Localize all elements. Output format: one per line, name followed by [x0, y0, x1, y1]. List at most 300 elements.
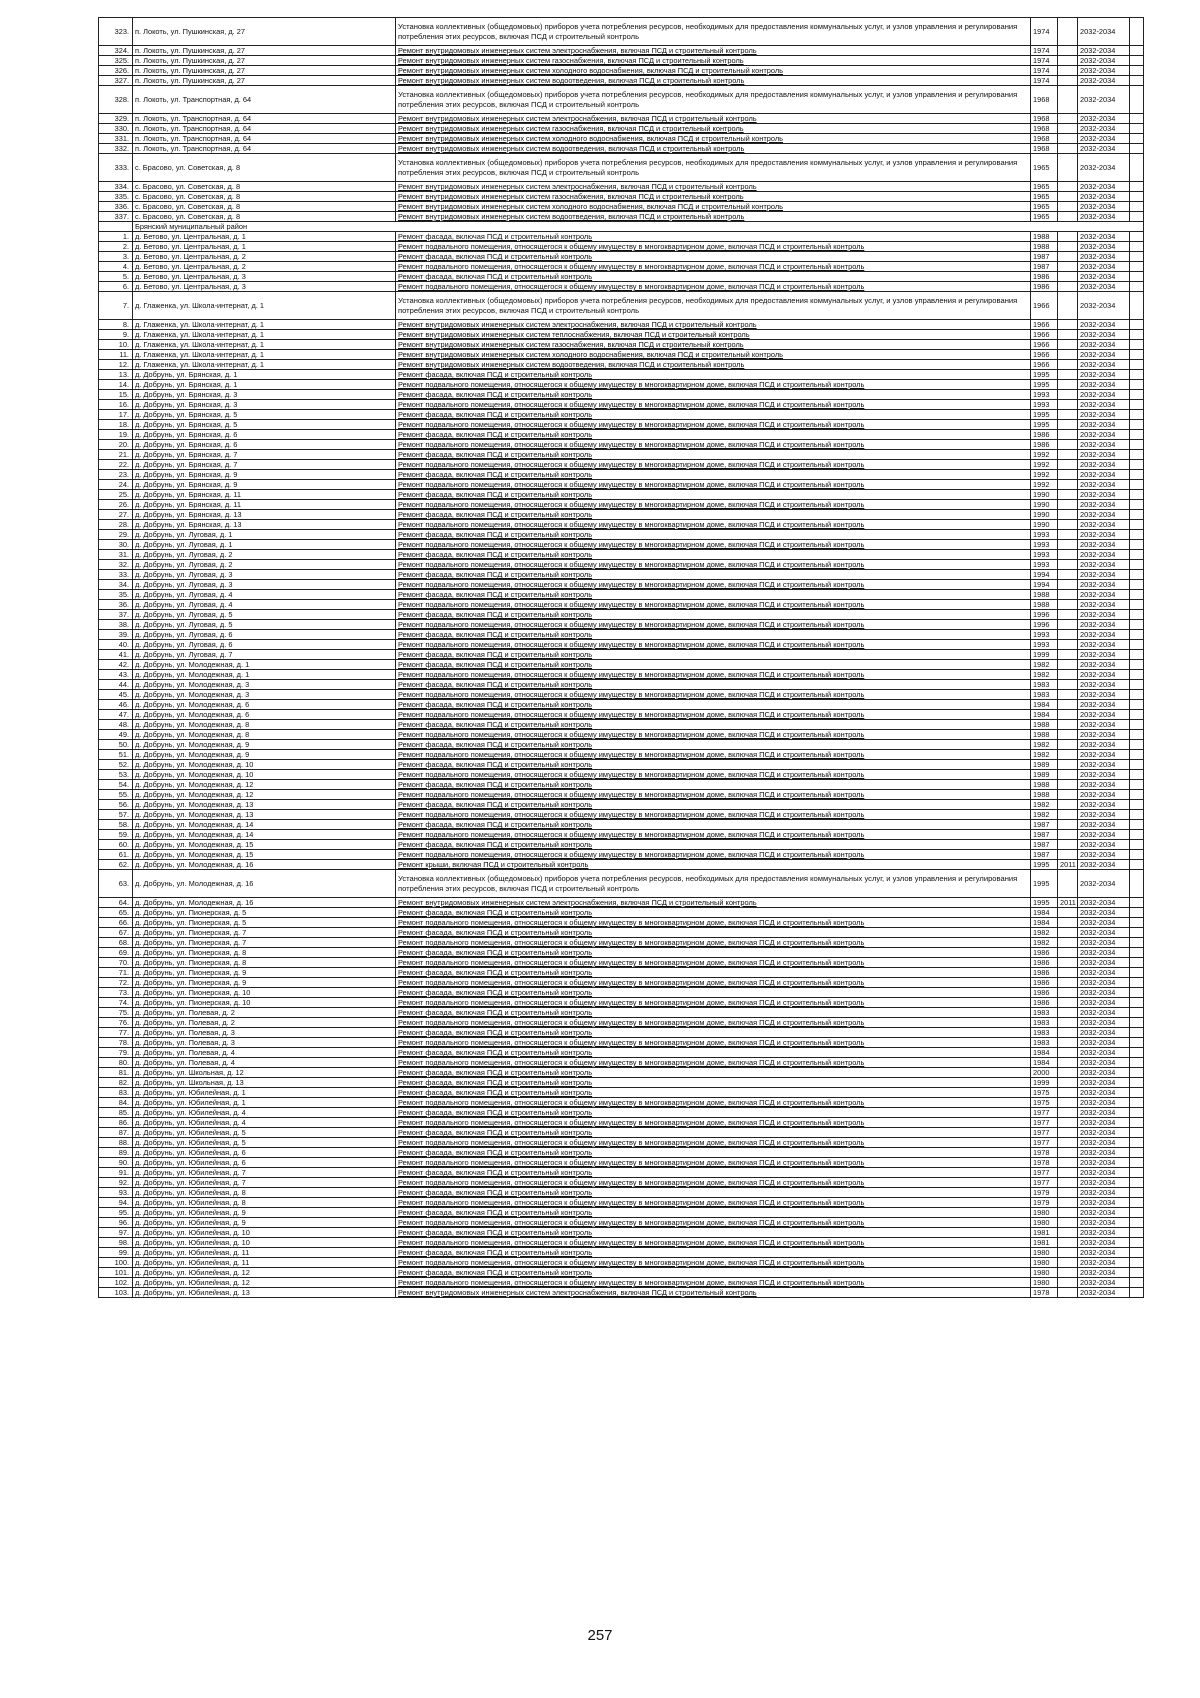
table-row: [99, 958, 1144, 968]
address-cell: д. Добрунь, ул. Брянская, д. 11: [133, 490, 396, 500]
table-row: [99, 660, 1144, 670]
last-repair-year-cell: [1058, 530, 1078, 540]
row-number: 87.: [99, 1128, 133, 1138]
work-type-cell: Ремонт подвального помещения, относящегося к общему имуществу в многоквартирном доме, включая ПСД и строительный контроль: [396, 998, 1031, 1008]
planned-period-cell: 2032-2034: [1078, 770, 1130, 780]
last-repair-year-cell: [1058, 988, 1078, 998]
planned-period-cell: 2032-2034: [1078, 610, 1130, 620]
planned-period-cell: 2032-2034: [1078, 730, 1130, 740]
address-cell: д. Добрунь, ул. Школьная, д. 12: [133, 1068, 396, 1078]
last-repair-year-cell: [1058, 810, 1078, 820]
table-row: [99, 460, 1144, 470]
build-year-cell: 1981: [1031, 1238, 1058, 1248]
row-number: 20.: [99, 440, 133, 450]
address-cell: д. Добрунь, ул. Полевая, д. 4: [133, 1048, 396, 1058]
work-type-cell: Ремонт фасада, включая ПСД и строительный контроль: [396, 530, 1031, 540]
last-repair-year-cell: [1058, 510, 1078, 520]
last-repair-year-cell: [1058, 390, 1078, 400]
row-number: 57.: [99, 810, 133, 820]
last-repair-year-cell: [1058, 610, 1078, 620]
last-repair-year-cell: [1058, 998, 1078, 1008]
extra-cell: [1130, 1198, 1144, 1208]
build-year-cell: 1994: [1031, 580, 1058, 590]
table-row: [99, 1208, 1144, 1218]
build-year-cell: 1974: [1031, 56, 1058, 66]
planned-period-cell: 2032-2034: [1078, 212, 1130, 222]
extra-cell: [1130, 1128, 1144, 1138]
work-type-cell: Ремонт фасада, включая ПСД и строительный контроль: [396, 590, 1031, 600]
row-number: 100.: [99, 1258, 133, 1268]
address-cell: д. Добрунь, ул. Юбилейная, д. 4: [133, 1118, 396, 1128]
row-number: 93.: [99, 1188, 133, 1198]
build-year-cell: 1974: [1031, 66, 1058, 76]
work-type-cell: Ремонт фасада, включая ПСД и строительный контроль: [396, 510, 1031, 520]
row-number: 9.: [99, 330, 133, 340]
build-year-cell: 1993: [1031, 640, 1058, 650]
planned-period-cell: 2032-2034: [1078, 800, 1130, 810]
extra-cell: [1130, 1028, 1144, 1038]
build-year-cell: 1984: [1031, 1048, 1058, 1058]
work-type-cell: Ремонт фасада, включая ПСД и строительный контроль: [396, 570, 1031, 580]
planned-period-cell: 2032-2034: [1078, 958, 1130, 968]
table-row: [99, 1068, 1144, 1078]
row-number: 83.: [99, 1088, 133, 1098]
address-cell: д. Добрунь, ул. Луговая, д. 4: [133, 590, 396, 600]
planned-period-cell: 2032-2034: [1078, 1218, 1130, 1228]
table-body-bryansk-district: [99, 232, 1144, 1298]
build-year-cell: 1975: [1031, 1098, 1058, 1108]
address-cell: д. Добрунь, ул. Брянская, д. 9: [133, 480, 396, 490]
planned-period-cell: 2032-2034: [1078, 550, 1130, 560]
table-row: [99, 530, 1144, 540]
address-cell: д. Добрунь, ул. Юбилейная, д. 9: [133, 1208, 396, 1218]
address-cell: д. Добрунь, ул. Молодежная, д. 3: [133, 690, 396, 700]
last-repair-year-cell: [1058, 1078, 1078, 1088]
planned-period-cell: 2032-2034: [1078, 650, 1130, 660]
build-year-cell: 1992: [1031, 470, 1058, 480]
table-row: [99, 114, 1144, 124]
build-year-cell: 1966: [1031, 340, 1058, 350]
table-row: [99, 850, 1144, 860]
last-repair-year-cell: [1058, 720, 1078, 730]
planned-period-cell: 2032-2034: [1078, 1108, 1130, 1118]
row-number: 89.: [99, 1148, 133, 1158]
build-year-cell: 1990: [1031, 500, 1058, 510]
build-year-cell: 1974: [1031, 18, 1058, 46]
row-number: 91.: [99, 1168, 133, 1178]
extra-cell: [1130, 1098, 1144, 1108]
row-number: 103.: [99, 1288, 133, 1298]
table-row: [99, 1178, 1144, 1188]
address-cell: д. Добрунь, ул. Брянская, д. 5: [133, 420, 396, 430]
row-number: 88.: [99, 1138, 133, 1148]
row-number: 8.: [99, 320, 133, 330]
table-row: [99, 1228, 1144, 1238]
address-cell: д. Добрунь, ул. Луговая, д. 1: [133, 530, 396, 540]
row-number: 328.: [99, 86, 133, 114]
address-cell: д. Добрунь, ул. Молодежная, д. 16: [133, 898, 396, 908]
row-number: 62.: [99, 860, 133, 870]
last-repair-year-cell: [1058, 212, 1078, 222]
address-cell: д. Добрунь, ул. Брянская, д. 11: [133, 500, 396, 510]
table-row: [99, 1168, 1144, 1178]
table-row: [99, 124, 1144, 134]
row-number: 58.: [99, 820, 133, 830]
last-repair-year-cell: [1058, 262, 1078, 272]
last-repair-year-cell: [1058, 760, 1078, 770]
table-row: [99, 1278, 1144, 1288]
extra-cell: [1130, 1108, 1144, 1118]
build-year-cell: 1983: [1031, 690, 1058, 700]
table-row: [99, 520, 1144, 530]
extra-cell: [1130, 710, 1144, 720]
table-row: [99, 550, 1144, 560]
row-number: 336.: [99, 202, 133, 212]
work-type-cell: Ремонт подвального помещения, относящегося к общему имуществу в многоквартирном доме, включая ПСД и строительный контроль: [396, 1178, 1031, 1188]
planned-period-cell: 2032-2034: [1078, 1278, 1130, 1288]
last-repair-year-cell: [1058, 272, 1078, 282]
last-repair-year-cell: [1058, 430, 1078, 440]
build-year-cell: 1988: [1031, 730, 1058, 740]
build-year-cell: 1987: [1031, 840, 1058, 850]
row-number: 46.: [99, 700, 133, 710]
planned-period-cell: 2032-2034: [1078, 1188, 1130, 1198]
last-repair-year-cell: [1058, 800, 1078, 810]
planned-period-cell: 2032-2034: [1078, 360, 1130, 370]
build-year-cell: 1984: [1031, 1058, 1058, 1068]
address-cell: д. Добрунь, ул. Луговая, д. 1: [133, 540, 396, 550]
last-repair-year-cell: [1058, 1098, 1078, 1108]
table-row: [99, 908, 1144, 918]
last-repair-year-cell: [1058, 480, 1078, 490]
last-repair-year-cell: [1058, 410, 1078, 420]
work-type-cell: Ремонт фасада, включая ПСД и строительный контроль: [396, 1148, 1031, 1158]
address-cell: д. Добрунь, ул. Пионерская, д. 7: [133, 938, 396, 948]
work-type-cell: Ремонт подвального помещения, относящегося к общему имуществу в многоквартирном доме, включая ПСД и строительный контроль: [396, 958, 1031, 968]
table-row: [99, 620, 1144, 630]
work-type-cell: Ремонт внутридомовых инженерных систем электроснабжения, включая ПСД и строительный контроль: [396, 114, 1031, 124]
extra-cell: [1130, 114, 1144, 124]
last-repair-year-cell: [1058, 770, 1078, 780]
work-type-cell: Ремонт фасада, включая ПСД и строительный контроль: [396, 1028, 1031, 1038]
build-year-cell: 1995: [1031, 410, 1058, 420]
last-repair-year-cell: [1058, 1138, 1078, 1148]
extra-cell: [1130, 340, 1144, 350]
address-cell: д. Добрунь, ул. Молодежная, д. 15: [133, 850, 396, 860]
work-type-cell: Ремонт внутридомовых инженерных систем холодного водоснабжения, включая ПСД и строительный контроль: [396, 134, 1031, 144]
planned-period-cell: 2032-2034: [1078, 540, 1130, 550]
work-type-cell: Ремонт подвального помещения, относящегося к общему имуществу в многоквартирном доме, включая ПСД и строительный контроль: [396, 690, 1031, 700]
table-row: [99, 1138, 1144, 1148]
work-type-cell: Ремонт подвального помещения, относящегося к общему имуществу в многоквартирном доме, включая ПСД и строительный контроль: [396, 810, 1031, 820]
address-cell: д. Добрунь, ул. Юбилейная, д. 7: [133, 1178, 396, 1188]
address-cell: д. Добрунь, ул. Юбилейная, д. 11: [133, 1258, 396, 1268]
work-type-cell: Ремонт фасада, включая ПСД и строительный контроль: [396, 430, 1031, 440]
planned-period-cell: 2032-2034: [1078, 1088, 1130, 1098]
row-number: 332.: [99, 144, 133, 154]
planned-period-cell: 2032-2034: [1078, 192, 1130, 202]
last-repair-year-cell: [1058, 630, 1078, 640]
row-number: 22.: [99, 460, 133, 470]
last-repair-year-cell: [1058, 570, 1078, 580]
address-cell: д. Добрунь, ул. Пионерская, д. 10: [133, 998, 396, 1008]
extra-cell: [1130, 1068, 1144, 1078]
table-row: [99, 998, 1144, 1008]
build-year-cell: 1979: [1031, 1198, 1058, 1208]
planned-period-cell: 2032-2034: [1078, 1208, 1130, 1218]
address-cell: д. Добрунь, ул. Молодежная, д. 6: [133, 710, 396, 720]
row-number: 90.: [99, 1158, 133, 1168]
extra-cell: [1130, 440, 1144, 450]
last-repair-year-cell: [1058, 590, 1078, 600]
work-type-cell: Ремонт внутридомовых инженерных систем водоотведения, включая ПСД и строительный контроль: [396, 360, 1031, 370]
extra-cell: [1130, 192, 1144, 202]
last-repair-year-cell: [1058, 780, 1078, 790]
table-row: [99, 340, 1144, 350]
row-number: 6.: [99, 282, 133, 292]
row-number: 31.: [99, 550, 133, 560]
table-row: [99, 790, 1144, 800]
table-row: [99, 928, 1144, 938]
planned-period-cell: 2032-2034: [1078, 124, 1130, 134]
extra-cell: [1130, 76, 1144, 86]
address-cell: д. Добрунь, ул. Луговая, д. 3: [133, 580, 396, 590]
planned-period-cell: 2032-2034: [1078, 898, 1130, 908]
build-year-cell: 1986: [1031, 988, 1058, 998]
planned-period-cell: 2032-2034: [1078, 520, 1130, 530]
address-cell: д. Добрунь, ул. Брянская, д. 7: [133, 460, 396, 470]
work-type-cell: Ремонт фасада, включая ПСД и строительный контроль: [396, 1168, 1031, 1178]
build-year-cell: 1982: [1031, 670, 1058, 680]
build-year-cell: 1977: [1031, 1108, 1058, 1118]
table-row: [99, 470, 1144, 480]
work-type-cell: Ремонт подвального помещения, относящегося к общему имуществу в многоквартирном доме, включая ПСД и строительный контроль: [396, 830, 1031, 840]
work-type-cell: Ремонт внутридомовых инженерных систем холодного водоснабжения, включая ПСД и строительный контроль: [396, 350, 1031, 360]
row-number: 16.: [99, 400, 133, 410]
row-number: 67.: [99, 928, 133, 938]
extra-cell: [1130, 1138, 1144, 1148]
address-cell: д. Добрунь, ул. Пионерская, д. 8: [133, 948, 396, 958]
build-year-cell: 1984: [1031, 710, 1058, 720]
table-row: [99, 720, 1144, 730]
address-cell: д. Добрунь, ул. Молодежная, д. 14: [133, 820, 396, 830]
extra-cell: [1130, 1288, 1144, 1298]
work-type-cell: Ремонт фасада, включая ПСД и строительный контроль: [396, 700, 1031, 710]
extra-cell: [1130, 46, 1144, 56]
work-type-cell: Ремонт фасада, включая ПСД и строительный контроль: [396, 1068, 1031, 1078]
planned-period-cell: 2032-2034: [1078, 1238, 1130, 1248]
work-type-cell: Ремонт внутридомовых инженерных систем электроснабжения, включая ПСД и строительный контроль: [396, 182, 1031, 192]
work-type-cell: Ремонт внутридомовых инженерных систем электроснабжения, включая ПСД и строительный контроль: [396, 1288, 1031, 1298]
row-number: 333.: [99, 154, 133, 182]
planned-period-cell: 2032-2034: [1078, 948, 1130, 958]
last-repair-year-cell: [1058, 202, 1078, 212]
row-number: 97.: [99, 1228, 133, 1238]
last-repair-year-cell: [1058, 144, 1078, 154]
work-type-cell: Ремонт подвального помещения, относящегося к общему имуществу в многоквартирном доме, включая ПСД и строительный контроль: [396, 1098, 1031, 1108]
address-cell: д. Добрунь, ул. Брянская, д. 13: [133, 510, 396, 520]
build-year-cell: 1983: [1031, 680, 1058, 690]
extra-cell: [1130, 1078, 1144, 1088]
last-repair-year-cell: [1058, 66, 1078, 76]
extra-cell: [1130, 1228, 1144, 1238]
work-type-cell: Ремонт фасада, включая ПСД и строительный контроль: [396, 232, 1031, 242]
extra-cell: [1130, 202, 1144, 212]
row-number: 18.: [99, 420, 133, 430]
table-row: [99, 1128, 1144, 1138]
last-repair-year-cell: [1058, 550, 1078, 560]
address-cell: д. Бетово, ул. Центральная, д. 2: [133, 252, 396, 262]
work-type-cell: Ремонт подвального помещения, относящегося к общему имуществу в многоквартирном доме, включая ПСД и строительный контроль: [396, 480, 1031, 490]
last-repair-year-cell: [1058, 1068, 1078, 1078]
work-type-cell: Ремонт подвального помещения, относящегося к общему имуществу в многоквартирном доме, включая ПСД и строительный контроль: [396, 540, 1031, 550]
row-number: 40.: [99, 640, 133, 650]
planned-period-cell: 2032-2034: [1078, 1118, 1130, 1128]
extra-cell: [1130, 380, 1144, 390]
build-year-cell: 1980: [1031, 1218, 1058, 1228]
planned-period-cell: 2032-2034: [1078, 114, 1130, 124]
planned-period-cell: 2032-2034: [1078, 560, 1130, 570]
extra-cell: [1130, 1238, 1144, 1248]
address-cell: д. Бетово, ул. Центральная, д. 1: [133, 242, 396, 252]
work-type-cell: Ремонт фасада, включая ПСД и строительный контроль: [396, 680, 1031, 690]
build-year-cell: 1968: [1031, 144, 1058, 154]
work-type-cell: Ремонт подвального помещения, относящегося к общему имуществу в многоквартирном доме, включая ПСД и строительный контроль: [396, 460, 1031, 470]
work-type-cell: Ремонт фасада, включая ПСД и строительный контроль: [396, 1128, 1031, 1138]
row-number: 48.: [99, 720, 133, 730]
last-repair-year-cell: [1058, 1008, 1078, 1018]
extra-cell: [1130, 430, 1144, 440]
row-number: 55.: [99, 790, 133, 800]
extra-cell: [1130, 1208, 1144, 1218]
last-repair-year-cell: [1058, 292, 1078, 320]
address-cell: д. Добрунь, ул. Юбилейная, д. 1: [133, 1098, 396, 1108]
table-row: [99, 1008, 1144, 1018]
last-repair-year-cell: [1058, 670, 1078, 680]
planned-period-cell: 2032-2034: [1078, 1048, 1130, 1058]
row-number: 5.: [99, 272, 133, 282]
planned-period-cell: 2032-2034: [1078, 340, 1130, 350]
address-cell: д. Добрунь, ул. Молодежная, д. 9: [133, 750, 396, 760]
build-year-cell: 1992: [1031, 450, 1058, 460]
build-year-cell: 1980: [1031, 1268, 1058, 1278]
table-row: [99, 650, 1144, 660]
build-year-cell: 1978: [1031, 1158, 1058, 1168]
planned-period-cell: 2032-2034: [1078, 66, 1130, 76]
extra-cell: [1130, 720, 1144, 730]
table-row: [99, 330, 1144, 340]
planned-period-cell: 2032-2034: [1078, 938, 1130, 948]
address-cell: д. Добрунь, ул. Брянская, д. 1: [133, 380, 396, 390]
planned-period-cell: 2032-2034: [1078, 600, 1130, 610]
last-repair-year-cell: [1058, 380, 1078, 390]
planned-period-cell: 2032-2034: [1078, 1158, 1130, 1168]
extra-cell: [1130, 1218, 1144, 1228]
address-cell: д. Добрунь, ул. Юбилейная, д. 9: [133, 1218, 396, 1228]
extra-cell: [1130, 560, 1144, 570]
row-number: 84.: [99, 1098, 133, 1108]
table-row: [99, 840, 1144, 850]
address-cell: д. Добрунь, ул. Луговая, д. 3: [133, 570, 396, 580]
table-row: [99, 56, 1144, 66]
address-cell: д. Глаженка, ул. Школа-интернат, д. 1: [133, 340, 396, 350]
section-title: Брянский муниципальный район: [133, 222, 1144, 232]
planned-period-cell: 2032-2034: [1078, 640, 1130, 650]
extra-cell: [1130, 590, 1144, 600]
extra-cell: [1130, 18, 1144, 46]
planned-period-cell: 2032-2034: [1078, 690, 1130, 700]
extra-cell: [1130, 480, 1144, 490]
build-year-cell: 1968: [1031, 86, 1058, 114]
build-year-cell: 1984: [1031, 918, 1058, 928]
build-year-cell: 1982: [1031, 810, 1058, 820]
work-type-cell: Ремонт фасада, включая ПСД и строительный контроль: [396, 450, 1031, 460]
planned-period-cell: 2032-2034: [1078, 232, 1130, 242]
planned-period-cell: 2032-2034: [1078, 680, 1130, 690]
address-cell: д. Добрунь, ул. Молодежная, д. 8: [133, 730, 396, 740]
extra-cell: [1130, 360, 1144, 370]
extra-cell: [1130, 1268, 1144, 1278]
planned-period-cell: 2032-2034: [1078, 18, 1130, 46]
build-year-cell: 1989: [1031, 770, 1058, 780]
row-number: 63.: [99, 870, 133, 898]
table-row: [99, 1078, 1144, 1088]
work-type-cell: Ремонт внутридомовых инженерных систем газоснабжения, включая ПСД и строительный контроль: [396, 340, 1031, 350]
build-year-cell: 1984: [1031, 700, 1058, 710]
extra-cell: [1130, 790, 1144, 800]
build-year-cell: 1995: [1031, 420, 1058, 430]
planned-period-cell: 2032-2034: [1078, 750, 1130, 760]
extra-cell: [1130, 570, 1144, 580]
table-row: [99, 988, 1144, 998]
row-number: 42.: [99, 660, 133, 670]
planned-period-cell: 2032-2034: [1078, 390, 1130, 400]
planned-period-cell: 2032-2034: [1078, 620, 1130, 630]
last-repair-year-cell: [1058, 18, 1078, 46]
last-repair-year-cell: [1058, 580, 1078, 590]
build-year-cell: 1968: [1031, 134, 1058, 144]
planned-period-cell: 2032-2034: [1078, 490, 1130, 500]
extra-cell: [1130, 610, 1144, 620]
planned-period-cell: 2032-2034: [1078, 530, 1130, 540]
extra-cell: [1130, 390, 1144, 400]
table-row: [99, 202, 1144, 212]
work-type-cell: Ремонт подвального помещения, относящегося к общему имуществу в многоквартирном доме, включая ПСД и строительный контроль: [396, 560, 1031, 570]
planned-period-cell: 2032-2034: [1078, 380, 1130, 390]
work-type-cell: Ремонт фасада, включая ПСД и строительный контроль: [396, 490, 1031, 500]
build-year-cell: 1965: [1031, 192, 1058, 202]
extra-cell: [1130, 690, 1144, 700]
planned-period-cell: 2032-2034: [1078, 978, 1130, 988]
address-cell: с. Брасово, ул. Советская, д. 8: [133, 192, 396, 202]
build-year-cell: 1999: [1031, 1078, 1058, 1088]
work-type-cell: Ремонт фасада, включая ПСД и строительный контроль: [396, 800, 1031, 810]
address-cell: д. Добрунь, ул. Луговая, д. 5: [133, 610, 396, 620]
last-repair-year-cell: [1058, 1288, 1078, 1298]
planned-period-cell: 2032-2034: [1078, 500, 1130, 510]
extra-cell: [1130, 870, 1144, 898]
build-year-cell: 1978: [1031, 1288, 1058, 1298]
table-row: [99, 740, 1144, 750]
planned-period-cell: 2032-2034: [1078, 1098, 1130, 1108]
extra-cell: [1130, 840, 1144, 850]
work-type-cell: Ремонт подвального помещения, относящегося к общему имуществу в многоквартирном доме, включая ПСД и строительный контроль: [396, 938, 1031, 948]
build-year-cell: 1987: [1031, 850, 1058, 860]
table-row: [99, 918, 1144, 928]
extra-cell: [1130, 670, 1144, 680]
row-number: 323.: [99, 18, 133, 46]
row-number: 86.: [99, 1118, 133, 1128]
